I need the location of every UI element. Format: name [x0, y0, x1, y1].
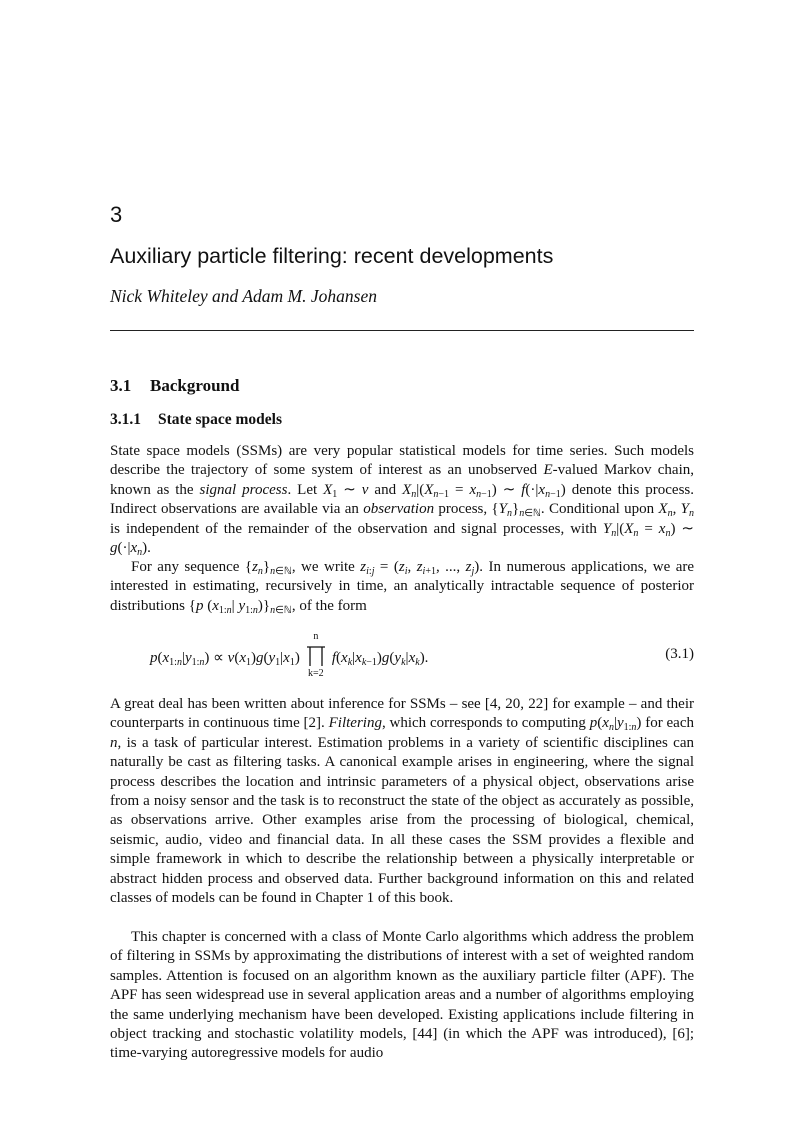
paragraph-3: A great deal has been written about inference for SSMs – see [4, 20, 22] for example – and their counterparts in continuous time [2]. Filtering, which corresponds to computing $p(x_n|y_{1:n})$ for each n, is a task of particular interest. Estimation problems in a variety of scientific disciplines can naturally be cast as filtering tasks. A canonical example arises in engineering, where the signal process describes the location and intrinsic parameters of a physical object, observations arise from a noisy sensor and the task is to reconstruct the state of the object as accurately as possible, as observations arrive. Other examples arise from the processing of biological, chemical, seismic, audio, video and financial data. In all these cases the SSM provides a flexible and simple framework in which to describe the relationship between a physically interpretable or abstract hidden process and observed data. Further background information on this and related classes of models can be found in Chapter 1 of this book.: [110, 696, 694, 907]
paragraph-1: State space models (SSMs) are very popular statistical models for time series. Such models describe the trajectory of some system of interest as an unobserved E-valued Markov chain, known as the signal process. Let $X_1$ ∼ ν and $X_n|(X_{n-1} = x_{n-1})$ ∼ $f(\cdot|x_{n-1})$ denote this process. Indirect observations are available via an observation process, $\{Y_n\}_{n\in ℕ}$. Conditional upon $X_n$, $Y_n$ is independent of the remainder of the observation and signal processes, with $Y_n|(X_n = x_n)$ ∼ $g(\cdot|x_n)$.: [110, 443, 695, 559]
product-upper-limit: n: [313, 631, 319, 642]
paragraph-2: For any sequence $\{z_n\}_{n\in ℕ}$, we write $z_{i:j} = (z_i$, $z_{i+1}$, ..., $z_j$). In numerous applications, we are interested in estimating, recursively in time, an analytically intractable sequence of posterior distributions {p ($x_{1:n}|$ $y_{1:n})\}_{n\in ℕ}$, of the form: [110, 559, 695, 616]
section-title: Background: [150, 376, 240, 395]
chapter-title: Auxiliary particle filtering: recent developments: [110, 244, 554, 268]
equation-3-1: [110, 632, 694, 684]
subsection-number: 3.1.1: [110, 411, 141, 428]
product-symbol: [304, 631, 328, 679]
chapter-number: 3: [110, 202, 123, 227]
product-sign: [307, 646, 325, 666]
equation-body: $p(x_{1:n}|y_{1:n}) \propto \nu(x_1)g(y_1|x_1)$ n k=2 $f(x_k|x_{k-1})g(y_k|x_k)$.: [150, 631, 429, 679]
product-lower-limit: k=2: [308, 668, 324, 679]
subsection-title: State space models: [158, 411, 282, 428]
chapter-authors: Nick Whiteley and Adam M. Johansen: [110, 286, 377, 306]
section-heading: [110, 376, 239, 396]
title-rule: [110, 330, 694, 331]
section-number: 3.1: [110, 376, 132, 395]
subsection-heading: [110, 411, 282, 429]
equation-number: (3.1): [665, 646, 694, 662]
paragraph-4: This chapter is concerned with a class of Monte Carlo algorithms which address the problem of filtering in SSMs by approximating the distributions of interest with a set of weighted random samples. Attention is focused on an algorithm known as the auxiliary particle filter (APF). The APF has seen widespread use in several application areas and a number of algorithms employing the same underlying mechanism have been developed. Existing applications include filtering in object tracking and stochastic volatility models, [44] (in which the APF was introduced), [6]; time-varying autoregressive models for audio: [110, 929, 694, 1062]
